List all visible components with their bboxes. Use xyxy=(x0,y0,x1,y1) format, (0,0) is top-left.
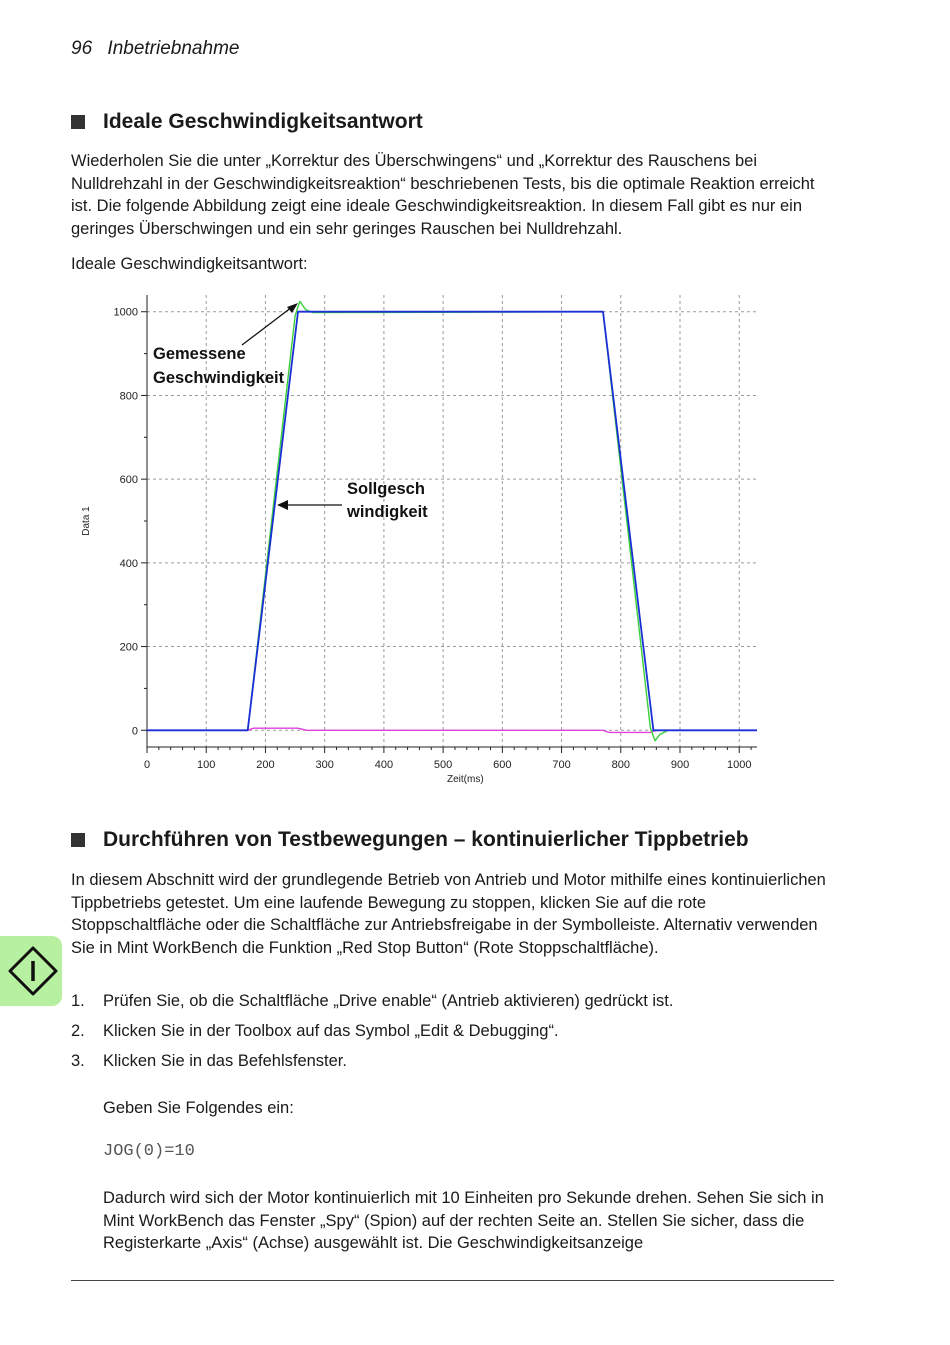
x-tick-label: 800 xyxy=(611,759,630,771)
bullet-square-icon xyxy=(71,115,85,129)
x-tick-label: 500 xyxy=(433,759,453,771)
footer-divider xyxy=(71,1280,834,1281)
annotation-setpoint-speed-line1: Sollgesch xyxy=(347,480,425,498)
section-heading-text: Ideale Geschwindigkeitsantwort xyxy=(103,110,423,133)
x-tick-label: 0 xyxy=(143,759,151,771)
steps-list xyxy=(71,992,831,1082)
list-item: 2. Klicken Sie in der Toolbox auf das Symbol „Edit & Debugging“. xyxy=(71,1022,559,1040)
x-tick-label: 700 xyxy=(552,759,571,771)
arrowhead-setpoint-icon xyxy=(277,500,288,510)
annotation-setpoint-speed-line2: windigkeit xyxy=(347,503,428,521)
x-tick-label: 900 xyxy=(670,759,690,771)
x-tick-label: 300 xyxy=(315,759,334,771)
x-tick-label: 600 xyxy=(493,759,512,771)
x-tick-label: 1000 xyxy=(726,759,752,771)
x-tick-label: 200 xyxy=(256,759,275,771)
annotation-measured-speed-line2: Geschwindigkeit xyxy=(153,369,285,387)
speed-response-chart xyxy=(70,285,770,795)
bullet-square-icon xyxy=(71,833,85,847)
result-paragraph: Dadurch wird sich der Motor kontinuierlich mit 10 Einheiten pro Sekunde drehen. Sehen Sie sich in Mint WorkBench das Fenster „Spy“ (Spion) auf der rechten Seite an. Stellen Sie sicher, dass die Registerkarte „Axis“ (Achse) ausgewählt ist. Die Geschwindigkeitsanzeige xyxy=(103,1189,824,1252)
input-prompt: Geben Sie Folgendes ein: xyxy=(103,1099,294,1117)
jog-paragraph: In diesem Abschnitt wird der grundlegende Betrieb von Antrieb und Motor mithilfe eines kontinuierlichen Tippbetriebs getestet. Um eine laufende Bewegung zu stoppen, klicken Sie auf die rote Stoppschaltfläche oder die Schaltfläche zur Antriebsfreigabe in der Symbolleiste. Alternativ verwenden Sie in Mint WorkBench die Funktion „Red Stop Button“ (Rote Stoppschaltfläche). xyxy=(71,871,826,957)
intro-paragraph: Wiederholen Sie die unter „Korrektur des Überschwingens“ und „Korrektur des Rauschens bei Nulldrehzahl in der Geschwindigkeitsreaktion“ beschriebenen Tests, bis die optimale Reaktion erreicht ist. Die folgende Abbildung zeigt eine ideale Geschwindigkeitsreaktion. In diesem Fall gibt es nur ein geringes Überschwingen und ein sehr geringes Rauschen bei Nulldrehzahl. xyxy=(71,152,815,238)
section-heading-test-moves xyxy=(71,828,749,852)
commissioning-diamond-icon xyxy=(0,936,62,1006)
x-tick-label: 400 xyxy=(374,759,394,771)
chapter-title: Inbetriebnahme xyxy=(107,38,240,59)
side-tab-commissioning xyxy=(0,936,62,1006)
y-tick-label: 400 xyxy=(119,557,138,570)
y-tick-label: 600 xyxy=(119,474,138,487)
page-number: 96 xyxy=(71,38,93,59)
y-tick-label: 200 xyxy=(119,641,138,654)
x-tick-label: 100 xyxy=(197,759,216,771)
section-heading-text: Durchführen von Testbewegungen – kontinuierlicher Tippbetrieb xyxy=(103,828,749,851)
annotation-measured-speed-line1: Gemessene xyxy=(153,345,246,363)
figure-caption: Ideale Geschwindigkeitsantwort: xyxy=(71,255,308,273)
page-header xyxy=(71,38,239,60)
y-tick-label: 1000 xyxy=(113,306,138,319)
y-tick-label: 0 xyxy=(131,725,138,738)
y-tick-label: 800 xyxy=(119,390,138,403)
x-axis-label: Zeit(ms) xyxy=(447,774,484,785)
series-line-1 xyxy=(147,301,757,740)
annotation-arrow-measured xyxy=(242,307,292,345)
list-item: 3. Klicken Sie in das Befehlsfenster. xyxy=(71,1052,347,1070)
section-heading-ideal-response xyxy=(71,110,423,134)
code-snippet: JOG(0)=10 xyxy=(103,1142,195,1161)
list-item: 1. Prüfen Sie, ob die Schaltfläche „Drive enable“ (Antrieb aktivieren) gedrückt ist. xyxy=(71,992,674,1010)
y-axis-label: Data 1 xyxy=(81,506,92,536)
